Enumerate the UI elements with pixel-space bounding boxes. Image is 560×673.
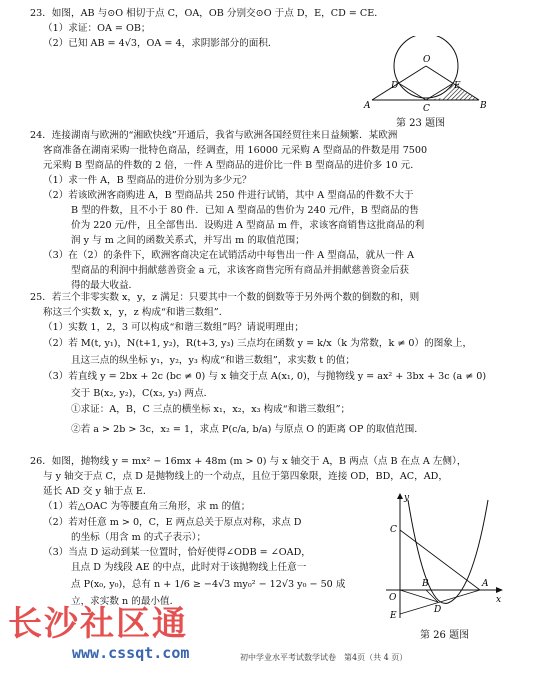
watermark-brand: 长沙社区通 [8, 604, 188, 644]
q26-line: 与 y 轴交于点 C，点 D 是抛物线上的一个动点，且位于第四象限，连接 OD，BD，AC，AD， [43, 471, 448, 482]
q26-y-axis-arrow [397, 493, 403, 499]
q23-label-e: E [454, 81, 461, 91]
question-25 [30, 290, 535, 441]
q26-label-o: O [389, 593, 397, 603]
watermark [8, 604, 248, 670]
q25-part3: （3）若直线 y = 2bx + 2c (bc ≠ 0) 与 x 轴交于点 A(x₁, 0)，与抛物线 y = ax² + 3bx + 3c (a ≠ 0) [43, 371, 487, 382]
q26-figure-caption: 第 26 题图 [420, 630, 470, 641]
q25-line: 交于 B(x₂, y₂)，C(x₃, y₃) 两点． [71, 388, 214, 399]
q26-line: 的坐标（用含 m 的式子表示）； [71, 532, 207, 543]
q26-figure [382, 490, 507, 625]
q26-segment-ac [400, 530, 480, 590]
q26-line: 立，求实数 n 的最小值． [71, 596, 180, 607]
q23-figure [362, 36, 492, 116]
q24-line: 价为 220 元/件，且全部售出．设购进 A 型商品 m 件，求该客商销售这批商品的利 [71, 220, 425, 231]
q23-part2: （2）已知 AB = 4√3，OA = 4，求阴影部分的面积． [43, 38, 278, 49]
q24-line: 得的最大收益． [71, 280, 139, 291]
q24-line: B 型的件数，且不小于 80 件．已知 A 型商品的售价为 240 元/件，B 型商品的售 [71, 205, 419, 216]
q26-part3: （3）当点 D 运动到某一位置时，恰好使得∠ODB = ∠OAD， [43, 547, 311, 558]
q23-label-d: D [391, 81, 399, 91]
q26-label-b: B [422, 579, 429, 589]
q25-part1: （1）实数 1，2，3 可以构成“和谐三数组”吗？请说明理由； [43, 322, 304, 333]
page-footer: 初中学业水平考试数学试卷 第4页（共 4 页） [240, 653, 408, 662]
q26-label-c: C [390, 525, 397, 535]
q25-sub2: ②若 a > 2b > 3c，x₂ = 1，求点 P(c/a, b/a) 与原点 O 的距离 OP 的取值范围． [71, 424, 424, 435]
q25-line: 25．若三个非零实数 x，y，z 满足：只要其中一个数的倒数等于另外两个数的倒数的和，则 [30, 292, 420, 303]
q26-label-x: x [496, 595, 502, 605]
q23-part1: （1）求证：OA = OB； [43, 23, 151, 34]
q24-part3: （3）在（2）的条件下，欧洲客商决定在试销活动中每售出一件 A 型商品，就从一件 A [43, 250, 414, 261]
q25-sub1: ①求证：A，B，C 三点的横坐标 x₁，x₂，x₃ 构成“和谐三数组”； [71, 404, 351, 415]
question-24 [30, 128, 535, 293]
q26-label-a: A [482, 579, 489, 589]
q26-label-e: E [390, 611, 397, 621]
q26-label-y: y [404, 493, 410, 503]
q24-line: 型商品的利润中捐献慈善资金 a 元，求该客商售完所有商品并捐献慈善资金后获 [71, 265, 410, 276]
q23-shaded-region [426, 84, 479, 100]
q26-line: 延长 AD 交 y 轴于点 E． [43, 486, 153, 497]
q24-part2: （2）若该欧洲客商购进 A，B 型商品共 250 件进行试销，其中 A 型商品的件数不大于 [43, 190, 414, 201]
q24-line: 客商准备在湖南采购一批特色商品，经调查，用 16000 元采购 A 型商品的件数是用 7500 [43, 145, 428, 156]
q26-line: 且点 D 为线段 AE 的中点，此时对于该抛物线上任意一 [71, 562, 307, 573]
watermark-url: www.cssqt.com [72, 644, 190, 662]
q25-part2: （2）若 M(t, y₁)，N(t+1, y₂)，R(t+3, y₃) 三点均在函数 y = k/x（k 为常数，k ≠ 0）的图象上， [43, 338, 473, 349]
q23-label-a: A [364, 101, 371, 111]
q24-line: 24．连接湖南与欧洲的“湘欧快线”开通后，我省与欧洲各国经贸往来日益频繁．某欧洲 [30, 130, 398, 141]
q23-label-o: O [423, 55, 431, 65]
q24-line: 润 y 与 m 之间的函数关系式，并写出 m 的取值范围； [71, 235, 305, 246]
q26-part1: （1）若△OAC 为等腰直角三角形，求 m 的值； [43, 501, 251, 512]
q26-part2: （2）若对任意 m > 0，C，E 两点总关于原点对称，求点 D [43, 517, 302, 528]
q23-circle [394, 36, 458, 98]
q25-line: 且这三点的纵坐标 y₁，y₂，y₃ 构成“和谐三数组”，求实数 t 的值； [71, 355, 355, 366]
q23-stem: 23．如图，AB 与⊙O 相切于点 C，OA，OB 分别交⊙O 于点 D，E，CD = CE． [30, 8, 384, 19]
q23-label-b: B [480, 101, 487, 111]
q24-line: 元采购 B 型商品的件数的 2 倍，一件 A 型商品的进价比一件 B 型商品的进价多 10 元． [43, 160, 420, 171]
q26-line: 26．如图，抛物线 y = mx² − 16mx + 48m (m > 0) 与 x 轴交于 A，B 两点（点 B 在点 A 左侧）， [30, 456, 467, 467]
q26-parabola [408, 500, 488, 603]
q25-line: 称这三个实数 x，y，z 构成“和谐三数组”． [43, 307, 229, 318]
q23-label-c: C [423, 104, 430, 114]
q24-part1: （1）求一件 A，B 型商品的进价分别为多少元？ [43, 175, 252, 186]
q23-figure-caption: 第 23 题图 [396, 118, 446, 129]
q26-line: 点 P(x₀, y₀)，总有 n + 1/6 ≥ −4√3 my₀² − 12√3 y₀ − 50 成 [71, 579, 346, 590]
q26-label-d: D [434, 605, 442, 615]
q23-segment-cd [400, 84, 426, 100]
q26-x-axis-arrow [496, 587, 503, 593]
